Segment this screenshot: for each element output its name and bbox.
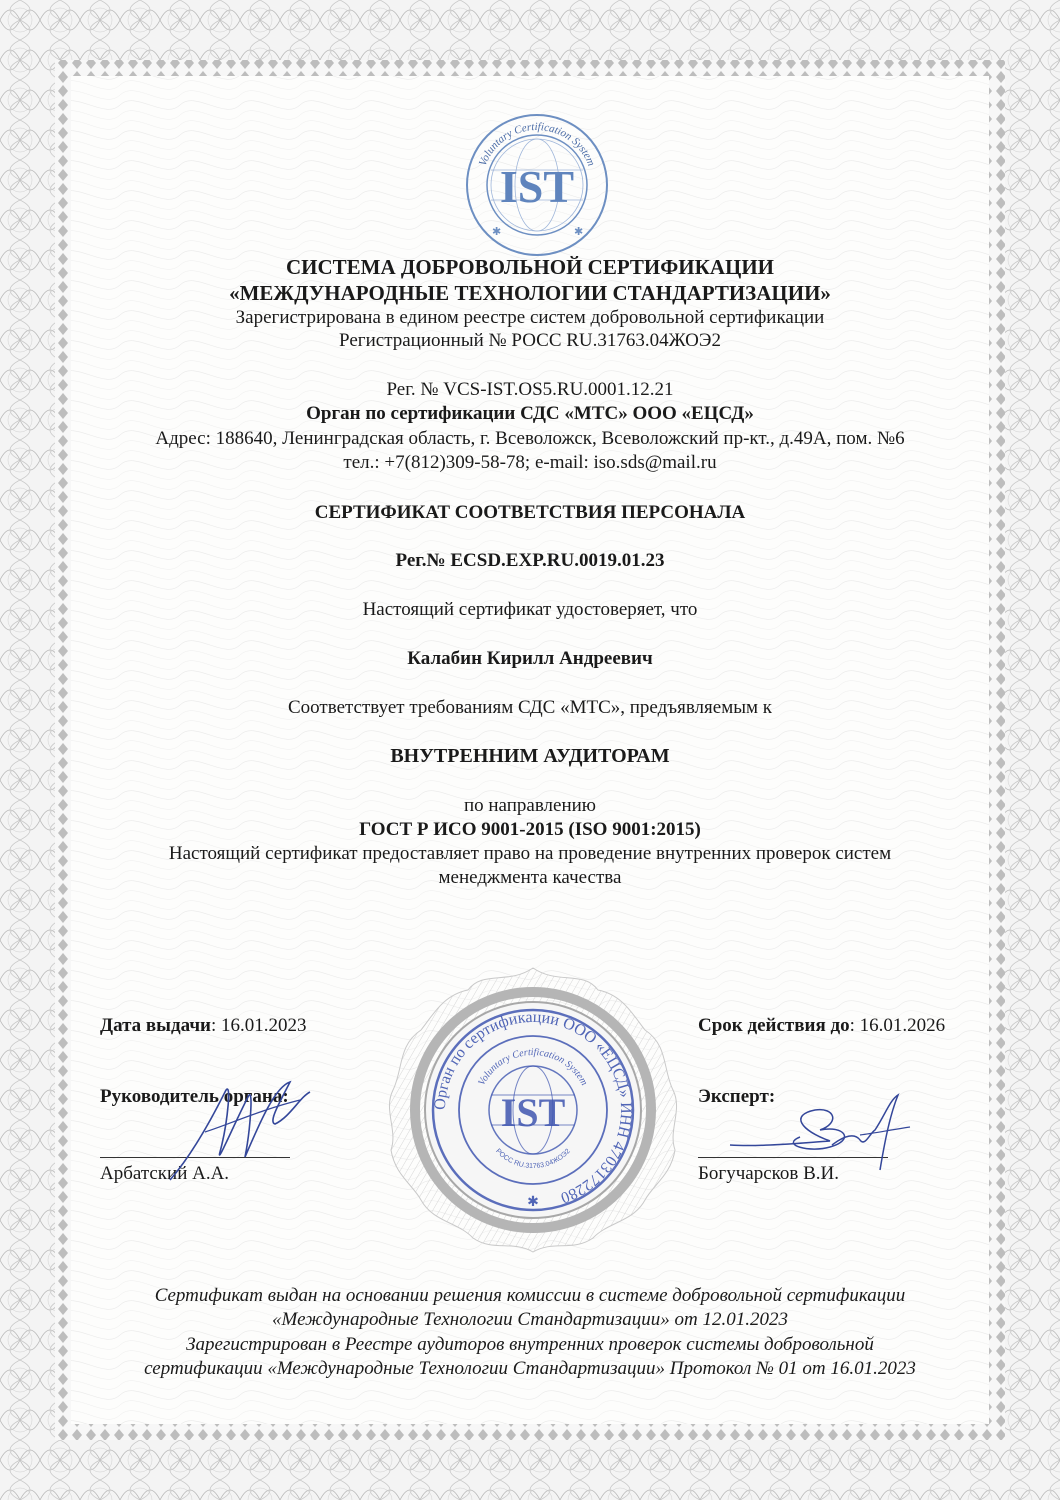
logo-ring-text: Voluntary Certification System (476, 121, 598, 168)
head-signature (150, 1062, 320, 1192)
expert-name: Богучарсков В.И. (698, 1163, 840, 1184)
seal-inner-text: Voluntary Certification System (476, 1047, 590, 1088)
expert-signature (720, 1085, 920, 1185)
org-contacts: тел.: +7(812)309-58-78; e-mail: iso.sds@mail.ru (343, 452, 717, 473)
system-title-line2: «МЕЖДУНАРОДНЫЕ ТЕХНОЛОГИИ СТАНДАРТИЗАЦИИ» (229, 281, 831, 305)
organization-seal (383, 960, 683, 1260)
role-title: ВНУТРЕННИМ АУДИТОРАМ (390, 745, 670, 767)
svg-text:✱: ✱ (492, 226, 502, 238)
issue-date-value: : 16.01.2023 (211, 1015, 307, 1036)
system-reg-number: Регистрационный № РОСС RU.31763.04ЖОЭ2 (339, 330, 721, 351)
footer-line3: Зарегистрирован в Реестре аудиторов внутренних проверок системы добровольной (186, 1334, 874, 1355)
valid-until-value: : 16.01.2026 (849, 1015, 946, 1036)
right-text-line2: менеджмента качества (438, 867, 622, 888)
org-reg: Рег. № VCS-IST.OS5.RU.0001.12.21 (386, 379, 674, 400)
footer-line4: сертификации «Международные Технологии Стандартизации» Протокол № 01 от 16.01.2023 (144, 1358, 916, 1379)
seal-bottom-text: РОСС RU.31763.04ЖОЭ2 (494, 1147, 572, 1171)
certifies-text: Настоящий сертификат удостоверяет, что (362, 599, 698, 620)
issue-date-label: Дата выдачи (100, 1015, 212, 1036)
head-name: Арбатский А.А. (100, 1163, 230, 1184)
issue-date (100, 1015, 307, 1037)
svg-text:✱: ✱ (574, 226, 584, 238)
valid-until (698, 1015, 945, 1037)
footer-line1: Сертификат выдан на основании решения комиссии в системе добровольной сертификации (154, 1285, 906, 1306)
right-text-line1: Настоящий сертификат предоставляет право на проведение внутренних проверок систем (168, 843, 892, 864)
logo-text: IST (499, 161, 575, 212)
system-registered: Зарегистрирована в едином реестре систем добровольной сертификации (235, 307, 825, 328)
standard-name: ГОСТ Р ИСО 9001-2015 (ISO 9001:2015) (359, 819, 701, 840)
ist-logo (462, 110, 612, 260)
certificate-title: СЕРТИФИКАТ СООТВЕТСТВИЯ ПЕРСОНАЛА (314, 502, 746, 523)
org-name: Орган по сертификации СДС «МТС» ООО «ЕЦСД» (306, 403, 754, 424)
head-label: Руководитель органа: (100, 1086, 289, 1107)
valid-until-label: Срок действия до (698, 1015, 850, 1036)
org-address: Адрес: 188640, Ленинградская область, г. Всеволожск, Всеволожский пр-кт., д.49А, пом. №6 (155, 428, 905, 449)
seal-center-text: IST (500, 1090, 566, 1135)
direction-label: по направлению (463, 795, 597, 816)
expert-label: Эксперт: (698, 1086, 776, 1107)
svg-text:✱: ✱ (527, 1193, 539, 1209)
person-name: Калабин Кирилл Андреевич (407, 648, 653, 669)
certificate-reg-no: Рег.№ ECSD.EXP.RU.0019.01.23 (395, 550, 665, 571)
system-title-line1: СИСТЕМА ДОБРОВОЛЬНОЙ СЕРТИФИКАЦИИ (285, 255, 775, 279)
footer-line2: «Международные Технологии Стандартизации» от 12.01.2023 (272, 1309, 788, 1330)
complies-text: Соответствует требованиям СДС «МТС», предъявляемым к (287, 697, 773, 718)
seal-outer-text: Орган по сертификации ООО «ЕЦСД» ИНН 4703172280 (431, 1008, 635, 1207)
